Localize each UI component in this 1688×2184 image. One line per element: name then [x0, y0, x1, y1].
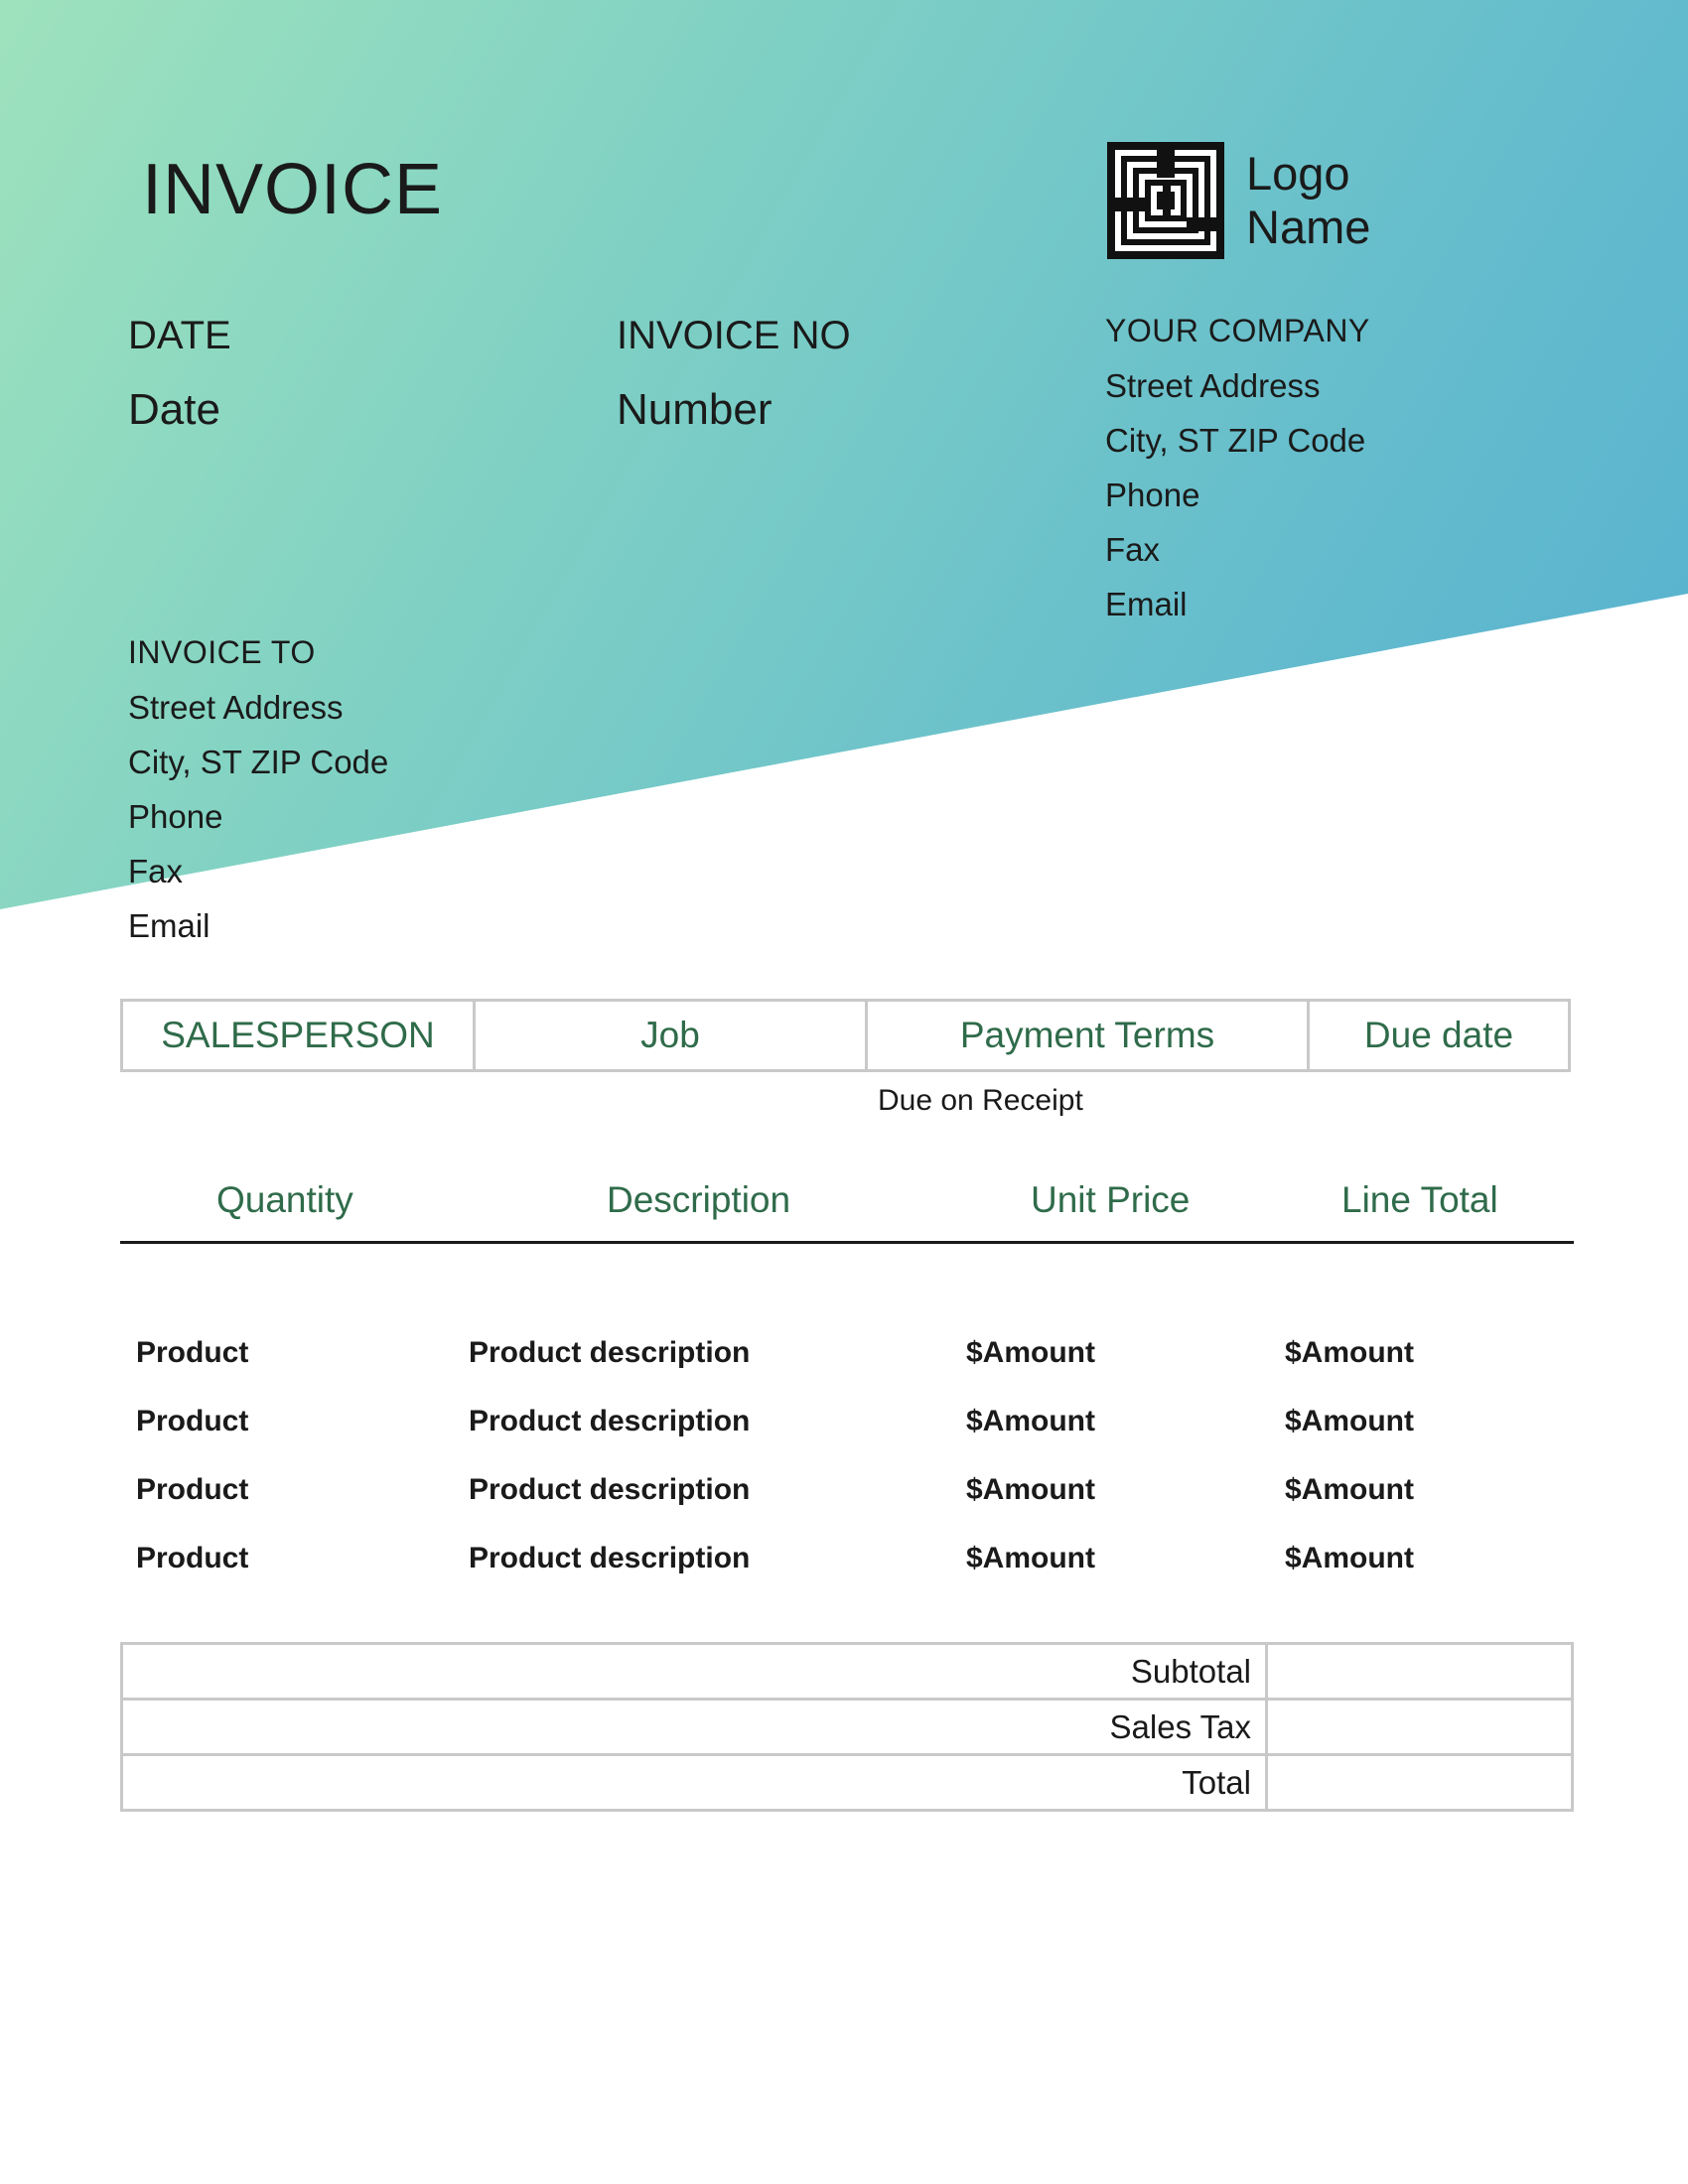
sales-tax-row [122, 1700, 1573, 1755]
subtotal-label: Subtotal [122, 1644, 1267, 1700]
subtotal-row [122, 1644, 1573, 1700]
item-quantity[interactable]: Product [136, 1336, 249, 1369]
item-unit-price[interactable]: $Amount [966, 1542, 1095, 1574]
item-unit-price[interactable]: $Amount [966, 1473, 1095, 1506]
item-description[interactable]: Product description [469, 1336, 751, 1369]
items-header-row [120, 1171, 1574, 1244]
table-row [0, 1473, 1688, 1513]
invoice-to-phone[interactable]: Phone [128, 798, 223, 835]
company-email[interactable]: Email [1105, 586, 1188, 622]
sales-info-table [120, 999, 1571, 1072]
company-fax[interactable]: Fax [1105, 531, 1161, 568]
invoice-to-city[interactable]: City, ST ZIP Code [128, 744, 389, 780]
logo-name-line1: Logo [1246, 147, 1350, 200]
item-quantity[interactable]: Product [136, 1473, 249, 1506]
sales-tax-label: Sales Tax [122, 1700, 1267, 1755]
company-street[interactable]: Street Address [1105, 367, 1321, 404]
total-label: Total [122, 1755, 1267, 1811]
invoice-to-email[interactable]: Email [128, 907, 211, 944]
item-quantity[interactable]: Product [136, 1542, 249, 1574]
company-heading: YOUR COMPANY [1105, 313, 1370, 348]
job-header: Job [475, 1001, 867, 1071]
table-row [0, 1336, 1688, 1376]
subtotal-value[interactable] [1267, 1644, 1573, 1700]
salesperson-header: SALESPERSON [122, 1001, 475, 1071]
company-logo [1107, 142, 1370, 259]
date-value[interactable]: Date [128, 385, 220, 434]
invoice-to-street[interactable]: Street Address [128, 689, 344, 726]
item-quantity[interactable]: Product [136, 1405, 249, 1437]
total-row [122, 1755, 1573, 1811]
unit-price-header: Unit Price [1031, 1179, 1191, 1220]
sales-tax-value[interactable] [1267, 1700, 1573, 1755]
company-city[interactable]: City, ST ZIP Code [1105, 422, 1366, 459]
item-line-total[interactable]: $Amount [1285, 1542, 1414, 1574]
item-unit-price[interactable]: $Amount [966, 1336, 1095, 1369]
item-line-total[interactable]: $Amount [1285, 1336, 1414, 1369]
totals-table [120, 1642, 1574, 1812]
logo-name-line2: Name [1246, 201, 1371, 253]
item-unit-price[interactable]: $Amount [966, 1405, 1095, 1437]
invoice-title: INVOICE [142, 150, 444, 229]
maze-logo-icon [1107, 142, 1224, 259]
total-value[interactable] [1267, 1755, 1573, 1811]
table-row [0, 1405, 1688, 1444]
item-description[interactable]: Product description [469, 1405, 751, 1437]
item-description[interactable]: Product description [469, 1542, 751, 1574]
payment-terms-value[interactable]: Due on Receipt [878, 1084, 1083, 1117]
item-line-total[interactable]: $Amount [1285, 1405, 1414, 1437]
sales-info-header-row [122, 1001, 1570, 1071]
description-header: Description [607, 1179, 791, 1220]
date-label: DATE [128, 314, 231, 357]
company-address-block [1105, 304, 1370, 631]
quantity-header: Quantity [216, 1179, 353, 1220]
item-description[interactable]: Product description [469, 1473, 751, 1506]
payment-terms-header: Payment Terms [867, 1001, 1309, 1071]
invoice-to-heading: INVOICE TO [128, 634, 316, 670]
invoice-to-fax[interactable]: Fax [128, 853, 184, 889]
due-date-header: Due date [1309, 1001, 1570, 1071]
invoice-no-value[interactable]: Number [617, 385, 773, 434]
line-total-header: Line Total [1341, 1179, 1498, 1220]
invoice-to-block [128, 625, 388, 953]
item-line-total[interactable]: $Amount [1285, 1473, 1414, 1506]
company-phone[interactable]: Phone [1105, 477, 1200, 513]
table-row [0, 1542, 1688, 1581]
invoice-no-label: INVOICE NO [617, 314, 851, 357]
logo-name-text [1246, 147, 1370, 254]
